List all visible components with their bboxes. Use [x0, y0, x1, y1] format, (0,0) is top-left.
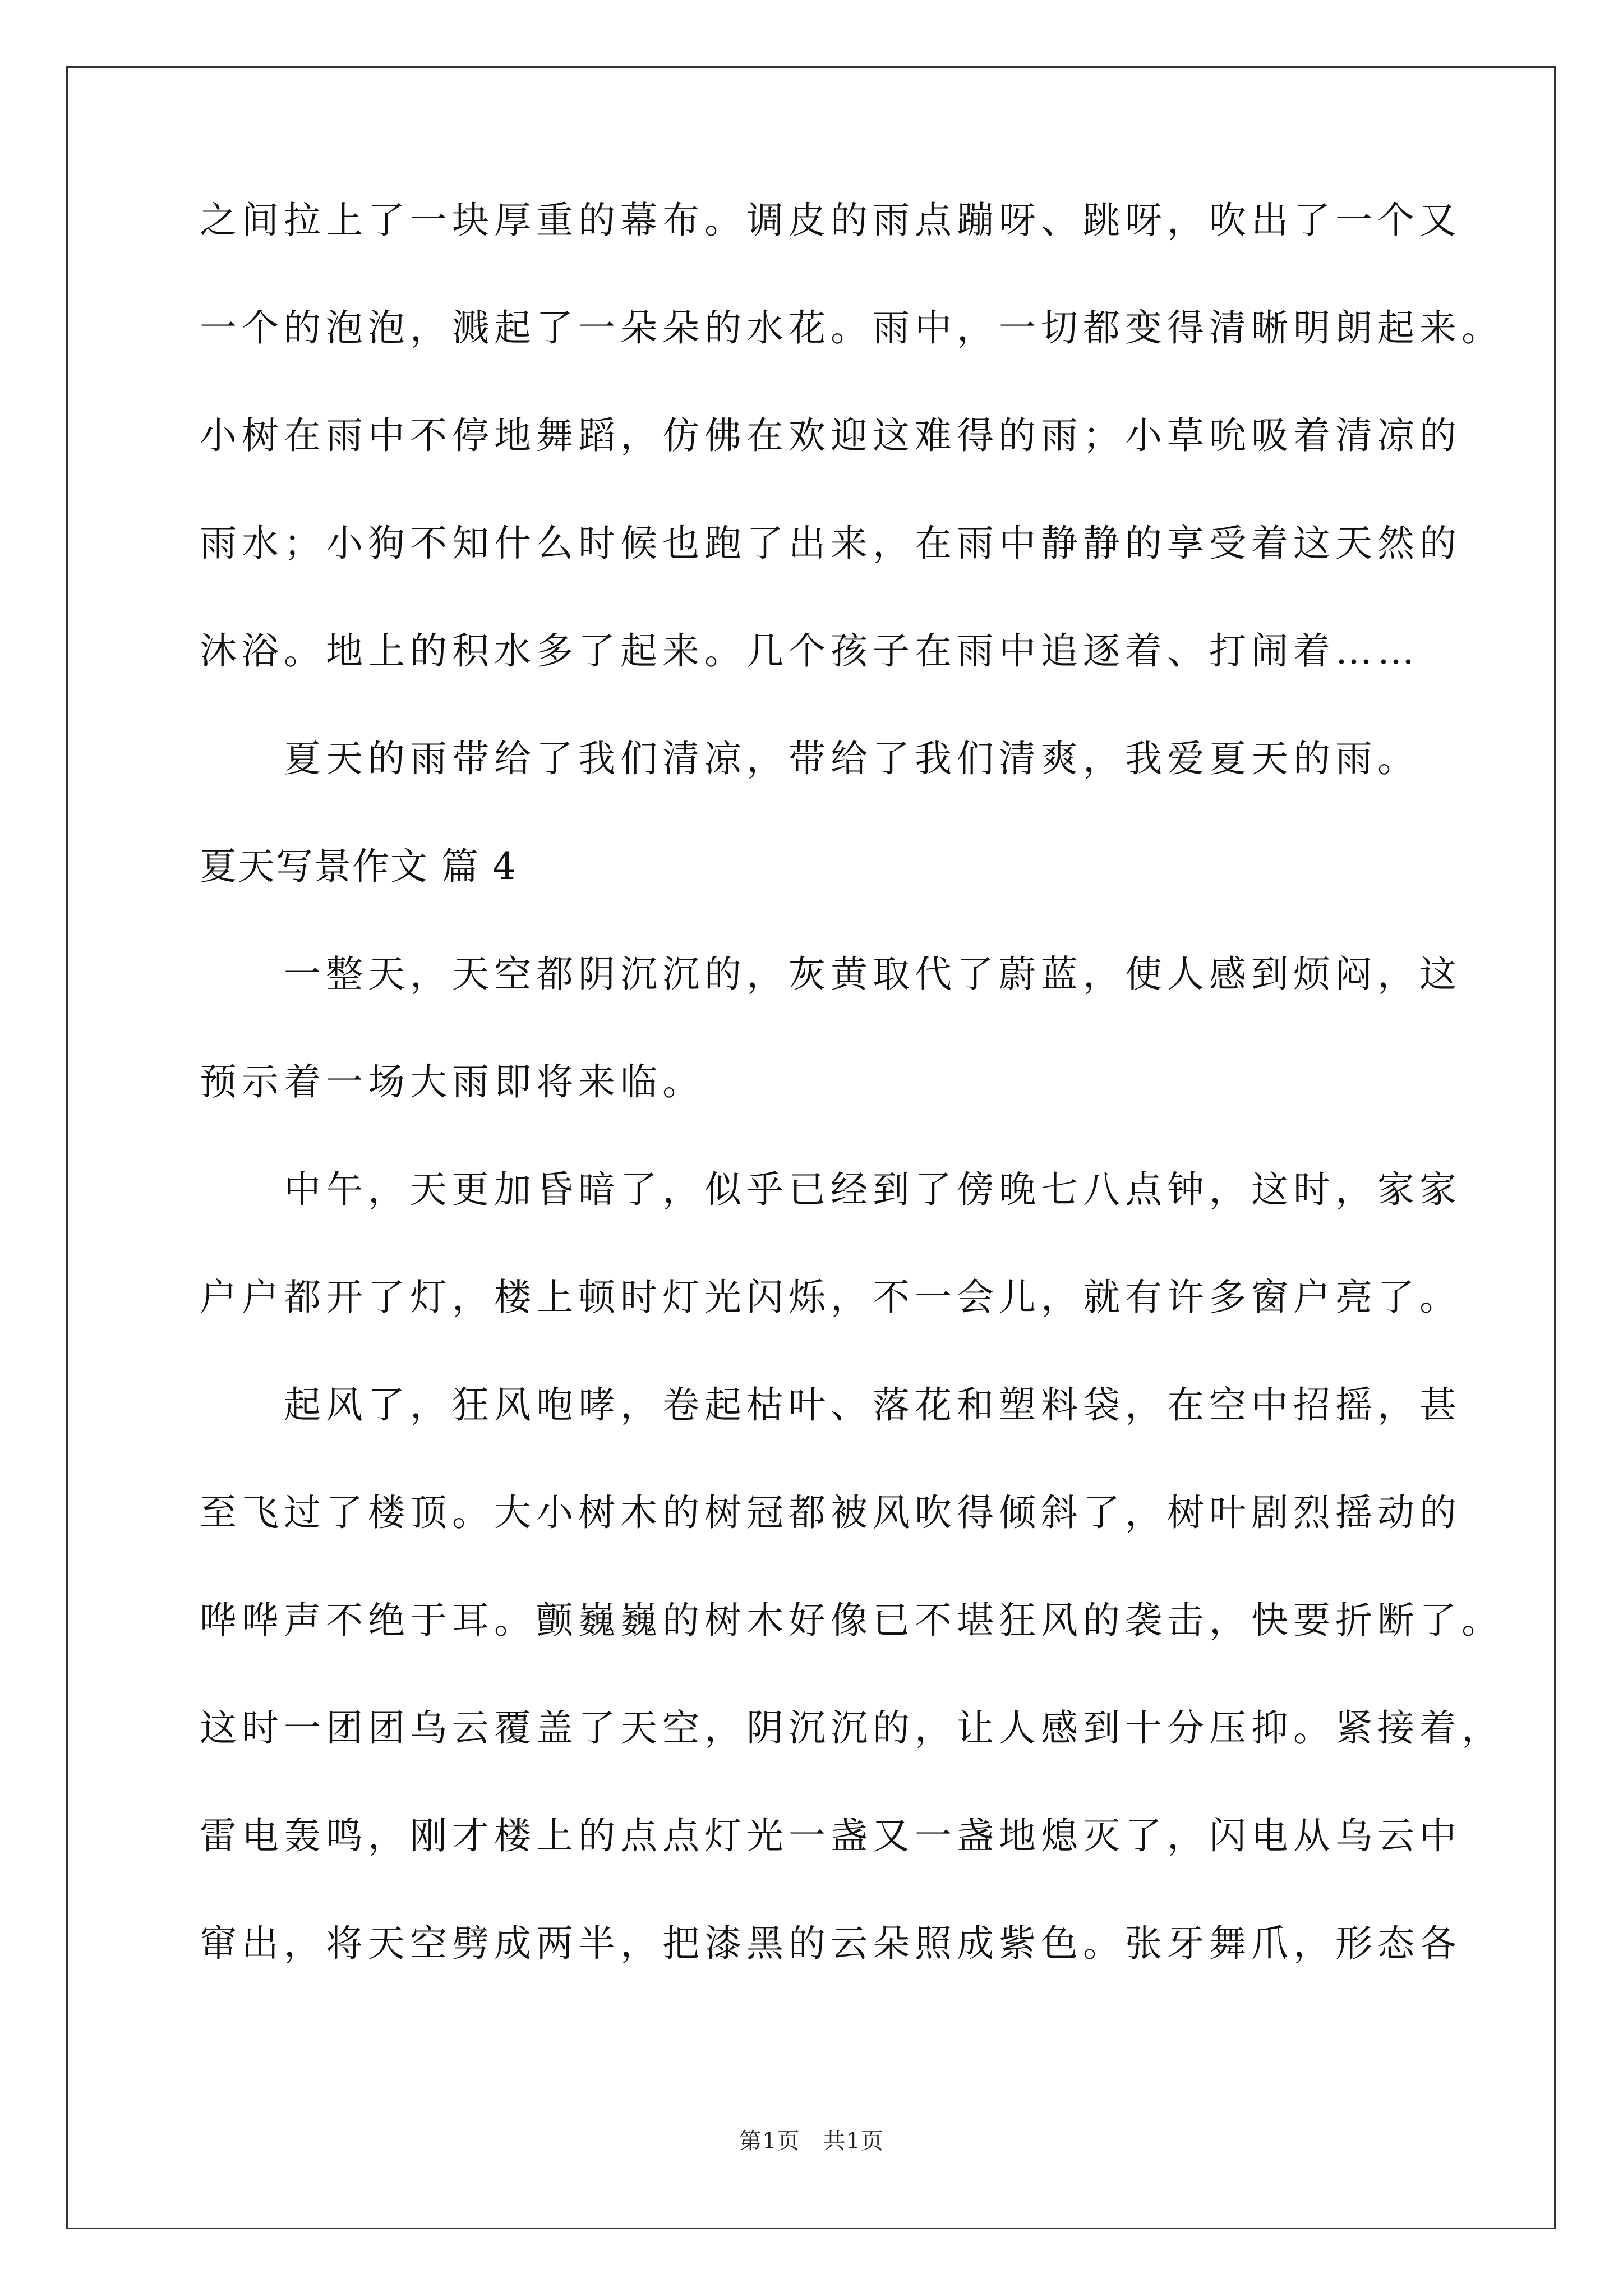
text-line: 雨水；小狗不知什么时候也跑了出来，在雨中静静的享受着这天然的 [200, 522, 1461, 565]
text-line: 一个的泡泡，溅起了一朵朵的水花。雨中，一切都变得清晰明朗起来。 [200, 306, 1504, 349]
text-line: 预示着一场大雨即将来临。 [200, 1060, 704, 1103]
text-line: 雷电轰鸣，刚才楼上的点点灯光一盏又一盏地熄灭了，闪电从乌云中 [200, 1814, 1461, 1857]
text-line: 小树在雨中不停地舞蹈，仿佛在欢迎这难得的雨；小草吮吸着清凉的 [200, 414, 1461, 457]
text-line: 沐浴。地上的积水多了起来。几个孩子在雨中追逐着、打闹着…… [200, 629, 1419, 673]
text-line: 至飞过了楼顶。大小树木的树冠都被风吹得倾斜了，树叶剧烈摇动的 [200, 1491, 1461, 1534]
text-line: 哗哗声不绝于耳。颤巍巍的树木好像已不堪狂风的袭击，快要折断了。 [200, 1599, 1504, 1642]
text-line: 之间拉上了一块厚重的幕布。调皮的雨点蹦呀、跳呀，吹出了一个又 [200, 199, 1461, 242]
text-line: 户户都开了灯，楼上顿时灯光闪烁，不一会儿，就有许多窗户亮了。 [200, 1276, 1461, 1319]
text-line: 这时一团团乌云覆盖了天空，阴沉沉的，让人感到十分压抑。紧接着， [200, 1706, 1504, 1750]
text-line: 中午，天更加昏暗了，似乎已经到了傍晚七八点钟，这时，家家 [284, 1168, 1461, 1211]
section-heading: 夏天写景作文 篇 4 [200, 845, 517, 888]
document-body [200, 199, 1504, 2033]
text-line: 窜出，将天空劈成两半，把漆黑的云朵照成紫色。张牙舞爪，形态各 [200, 1922, 1461, 1965]
text-line: 夏天的雨带给了我们清凉，带给了我们清爽，我爱夏天的雨。 [284, 737, 1419, 780]
page-footer: 第1页 共1页 [739, 2128, 884, 2154]
text-line: 一整天，天空都阴沉沉的，灰黄取代了蔚蓝，使人感到烦闷，这 [284, 953, 1461, 996]
text-line: 起风了，狂风咆哮，卷起枯叶、落花和塑料袋，在空中招摇，甚 [284, 1383, 1461, 1427]
